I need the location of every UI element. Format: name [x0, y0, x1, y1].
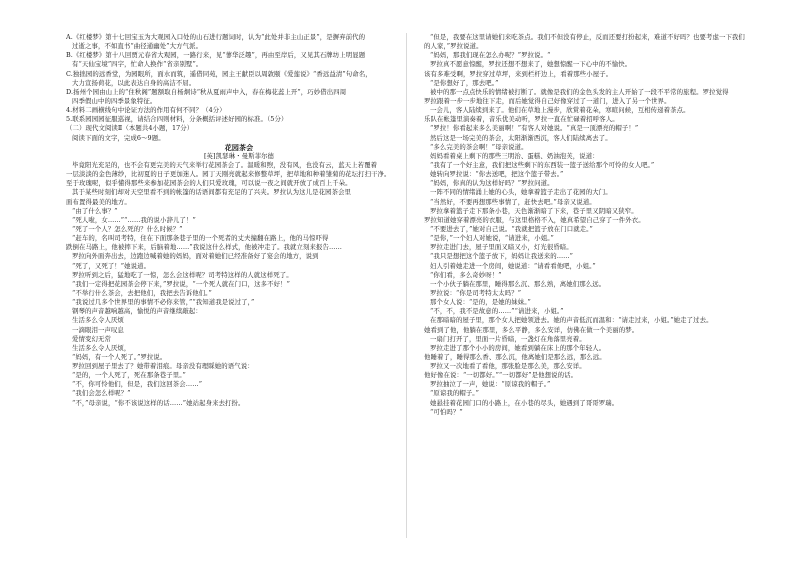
- option-line: D.扬州个园由山上的“住秋阁”题额取自杨炯诗“秋从夏雨声中入，春在梅花蕊上开”，巧妙借出四周: [66, 87, 347, 96]
- story-line: 其于某些时刻们却对天空里看不到的帐篷的话语间都有充足的了兴夹。罗拉认为这儿是花园茶会里: [72, 188, 352, 197]
- story-line: “我只是想把这个篮子放下，妈妈让我送来的……”: [430, 252, 574, 261]
- left-column: [66, 33, 412, 408]
- story-line: 被中的那一点点快乐的情绪被打断了。就像是我们的金色头发的主人开始了一段不平常的旅程。罗拉觉得: [430, 87, 729, 96]
- option-line: B.《红楼梦》第十八回贾元春省大观园，一路行来，见“蓼华泛趣”，再由至岸后，又见其石牌坊上明显题: [66, 51, 366, 60]
- option-line: 四季假山中的四季景象特征。: [72, 96, 157, 105]
- story-line: 他好像在说：“一切都好。”“一切都好”是他想说的话。: [424, 371, 578, 380]
- story-line: “可怕吗？”: [430, 407, 463, 416]
- story-line: 她悬挂着花园门口的小路上，在小巷的尽头，她遇到了哥哥罗瑞。: [430, 398, 619, 407]
- story-line: 一阵不同的情绪涌上她的心头，她拿着篮子走出了花园的大门。: [430, 188, 612, 197]
- story-line: “妈妈，你真的认为这样好吗？”罗拉问道。: [430, 179, 554, 188]
- story-line: 罗拉走进门去，屋子里面又暗又小，灯光很昏暗。: [430, 243, 573, 252]
- story-line: 罗拉真不愿意惊醒，罗拉还想不想来了，她想惊醒一下心中的不愉快。: [430, 60, 632, 69]
- story-line: “你们看，多么奇妙呀！”: [430, 270, 502, 279]
- story-line: 那个女人说：“是的，是她的妹妹。”: [430, 298, 531, 307]
- story-line: “原谅我的帽子。”: [430, 389, 479, 398]
- story-line: “罗拉！你看起来多么美丽啊！”有客人对她说。“真是一顶漂亮的帽子！”: [430, 124, 639, 133]
- story-line: 乐队在帐篷里演奏着，音乐优美动听，罗拉一直在忙碌着招呼客人。: [424, 115, 619, 124]
- option-line: 大力宣扬荷花，以此表达自身的高洁不屈。: [72, 78, 196, 87]
- story-line: 罗拉跟着一步一步地往下走，而后她觉得自己好像穿过了一道门，进入了另一个世界。: [424, 96, 671, 105]
- story-line: 毕竟阳光充足的，也不会有更完美的天气来举行花园茶会了。温暖和煦，没有风，也没有云，蓝天上若覆着: [72, 160, 378, 169]
- story-line: “死了一个人？怎么死的？什么时候？”: [72, 224, 183, 233]
- story-line: 跌倒在马路上，他被摔下来，后脑着地……”我说这什么样式，他被冲走了。我就立刻来报告……: [66, 243, 342, 252]
- story-line: 罗拉走进了那个小小的房间，她看到躺在床上的那个年轻人。: [430, 343, 606, 352]
- story-line: “我们会怎么样呢？”: [72, 389, 131, 398]
- story-line: “妈妈，那我们现在怎么办呢？”罗拉说。“: [430, 51, 551, 60]
- story-body: [66, 161, 412, 316]
- lyric-line: 生活多么令人厌烦: [72, 316, 124, 325]
- story-line: “妈妈，有一个人死了。”罗拉说。: [72, 352, 167, 361]
- story-line: “我有了一个好主意，我们把这些剩下的东西装一篮子送给那个可怜的女人吧。”: [430, 160, 655, 169]
- option-line: A.《红楼梦》第十七回宝玉为大观园入口处的山石进行题词时，认为“此处并非主山正景”，是摒弃前代的: [66, 33, 366, 41]
- story-body-continued: [66, 353, 412, 408]
- story-line: 在那暗暗的屋子里，那个女人把她领进去。她的声音低沉而温和：“请走过来，小姐。”她走了过去。: [430, 316, 713, 325]
- right-column: [424, 33, 770, 417]
- story-line: 罗拉又一次地看了看他，那张脸是那么美，那么安详。: [430, 362, 586, 371]
- story-line: 罗拉知道她穿着漂亮的衣服，与这里格格不入，她真希望自己穿了一件外衣。: [424, 215, 645, 224]
- story-line: “死了，又死了！”她说道。: [72, 261, 151, 270]
- option-line: 过逝之事，不如直书“曲径通幽处”大方气派。: [72, 42, 203, 51]
- story-line: 一会儿，客人陆续到来了。他们在草地上漫步，欣赏着花朵，寒暄问候，互相传递着茶点。: [430, 106, 690, 115]
- lyric-line: 一滴眼泪一声叹息: [72, 325, 124, 334]
- question-4: 4.材料二画横线句中论证方法的作用有何不同？（4分）: [66, 106, 226, 115]
- option-line: C.独拙园的远香堂，为园眼所，面水而筑，遥借同苑，园主王献臣以周敦颐《爱莲说》“香远益清”句命名，: [66, 69, 372, 78]
- story-line: 一扇门打开了，里面一片昏暗，一盏灯在角落里亮着。: [430, 334, 586, 343]
- story-line: 罗拉拿着篮子走下那条小巷，天色渐渐暗了下来，巷子里又阴暗又狭窄。: [430, 206, 638, 215]
- story-line: “是你想好了，那去吧。”: [430, 78, 499, 87]
- story-line: “多么完美的茶会啊！”母亲说道。: [430, 142, 528, 151]
- story-line: “由了什么事？”: [72, 206, 118, 215]
- column-divider: [406, 33, 407, 538]
- story-line: 的人家，”罗拉说道。: [424, 42, 483, 51]
- lyric-line: 爱情变幻无常: [72, 334, 111, 343]
- story-author: [英]凯瑟琳・曼斯菲尔德: [203, 151, 275, 160]
- question-5: 5.联系园园园征服巡视，请结合四则材料，分条概括评述好园的标准。（5分）: [66, 115, 288, 124]
- story-line: “我们一定得把花园茶会停下来，”罗拉说，“一个死人就在门口，这多不好！”: [72, 279, 290, 288]
- story-line: 面布置得最美的地方。: [66, 197, 131, 206]
- story-line: 妇人引着她走进一个房间，她说道：“请看看他吧，小姐。”: [430, 261, 596, 270]
- story-title: 花园茶会: [224, 142, 254, 152]
- story-line: 一层淡淡的金色薄纱，比初夏的日子更加迷人。园丁天刚亮就起来修整草坪，把草地和种着雏菊的花坛打扫干净。: [66, 170, 391, 179]
- story-line: 他睡着了，睡得那么香、那么沉，他离她们是那么远，那么远。: [424, 352, 606, 361]
- story-line: 罗拉抽泣了一声，她说：“原谅我的帽子。”: [430, 380, 551, 389]
- story-line: “我说过几多个世界里的事情不必你来管，”“我知道我是说过了，”: [72, 298, 255, 307]
- story-line: 她转向罗拉说：“你去送吧，把这个篮子带去。”: [430, 170, 564, 179]
- story-line: 罗拉说：“你是司考特太太吗？”: [430, 288, 522, 297]
- question-options: [66, 33, 412, 124]
- story-line: “但是，我要在这里请她们来吃茶点。我们不但没有停止，反而还要打扮起来，难道不好吗？也要考虑一下我们: [430, 33, 745, 41]
- story-line: 然后这是一场完美的茶会，太阳渐渐西沉，客人们陆续离去了。: [430, 133, 612, 142]
- story-line: “不，你可怜他们，但是，我们这回茶会……”: [72, 380, 203, 389]
- story-line: “是你，”一个妇人对她说，“请进来，小姐。”: [430, 234, 554, 243]
- story-line: 该有多难受啊，罗拉穿过草坪，来到栏杆边上，看着那些小屋子。: [424, 69, 613, 78]
- story-line: “当然好，不要再想那些事情了，赶快去吧。”母亲又说道。: [430, 197, 596, 206]
- story-line: 一个小伙子躺在那里，睡得那么沉、那么熟，离她们那么远。: [430, 279, 606, 288]
- story-line: 罗拉回到屋子里去了？她带着泪痕。母亲没有理睬她的语气说：: [72, 362, 254, 371]
- song-lyrics: [66, 316, 412, 353]
- story-line: “赶车的，名叫司考特，住在下面那条巷子里的一个死者的丈夫撞翻在路上，他的马惊吓得: [72, 234, 329, 243]
- option-line: 有“天仙宝境”四字，忙命人换作“省亲别墅”。: [72, 60, 203, 69]
- story-line: “不举行什么茶会，去把他们，我把去告诉他们。”: [72, 288, 212, 297]
- reading-instruction: 阅读下面的文字，完成6～9题。: [72, 133, 165, 142]
- story-line: 罗拉向外面奔出去，边跑边喊着她的妈妈，面对着她们已经准备好了宴会的地方，说到: [72, 252, 319, 261]
- section-heading: （二）现代文阅读Ⅱ（本题共4小题，17分）: [66, 124, 194, 133]
- story-line: “不，不，我不是故意的……”“请进来，小姐。”: [430, 307, 564, 316]
- lyric-line: 生活多么令人厌烦，: [72, 343, 131, 352]
- story-line: 罗拉听到之后，猛地吃了一惊，怎么会这样呢？司考特这样的人就这样死了。: [72, 270, 293, 279]
- story-line: 她看到了他，他躺在那里，多么平静，多么安详，仿佛在做一个美丽的梦。: [424, 325, 639, 334]
- story-line: “是的，一个人死了，死在那条巷子里。”: [72, 371, 186, 380]
- story-line: 钢琴的声音越响越高，愉悦的声音继续敲起：: [72, 307, 202, 316]
- story-line: 至于玫瑰呢，似乎懂得那些来参加花园茶会的人们只爱玫瑰，可以说一夜之间就开放了成百上千朵。: [66, 179, 352, 188]
- story-line: “死人啦，女……”“……我的说小辞儿了！”: [72, 215, 196, 224]
- story-line: “不，”母亲说，“你不该说这样的话……”她站起身来去打扮。: [72, 398, 245, 407]
- story-line: 妈妈看着桌上剩下的那些三明治、蛋糕、奶油泡芙，说道：: [430, 151, 599, 160]
- story-line: “不要进去了，”她对自己说。“我就把篮子放在门口就走。”: [430, 224, 593, 233]
